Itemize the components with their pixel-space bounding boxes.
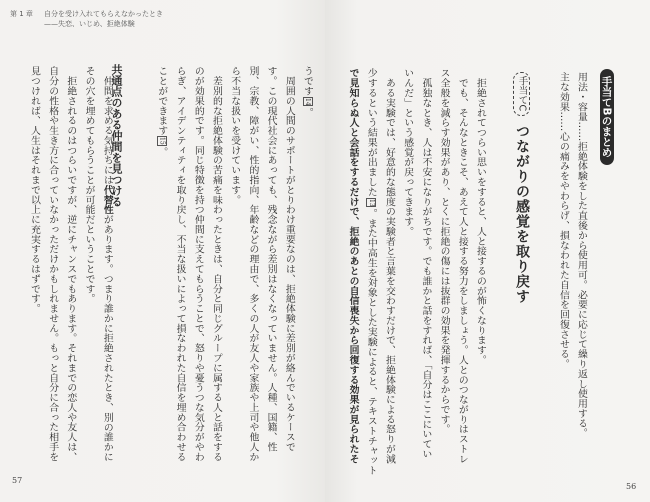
text-segment: 見つければ、人生はそれまで以上に充実するはずです。 bbox=[28, 66, 40, 314]
text-column bbox=[380, 68, 398, 478]
text-column bbox=[434, 68, 452, 478]
page-number-right: 56 bbox=[626, 482, 637, 491]
text-segment: 自分の性格や生き方に合っていなかっただけかもしれません。もっと自分に合った相手を bbox=[47, 66, 59, 462]
text-segment: ら不当な扱いを受けています。 bbox=[229, 66, 241, 205]
text-segment: 。 bbox=[156, 146, 168, 157]
text-column bbox=[207, 66, 225, 476]
chapter-title: 自分を受け入れてもらえなかったとき bbox=[44, 10, 163, 18]
section-title: つながりの感覚を取り戻す bbox=[514, 124, 530, 304]
text-segment: 。 bbox=[302, 107, 313, 118]
text-column bbox=[225, 66, 243, 476]
footnote-marker: 15 bbox=[158, 137, 166, 145]
text-segment: 。また中高生を対象とした実験によると、テキストチャット bbox=[365, 208, 377, 476]
section-tab: 手当てC bbox=[513, 72, 530, 116]
text-segment: でも、そんなときこそ、あえて人と接する努力をしましょう。人とのつながりはストレ bbox=[456, 68, 468, 464]
text-segment: 別、宗教、障がい、性的指向、年齢などの理由で、多くの人が友人や家族や上司や他人か bbox=[247, 66, 259, 462]
text-column bbox=[298, 66, 316, 476]
chapter-number: 第 1 章 bbox=[10, 10, 33, 18]
summary-badge: 手当てBのまとめ bbox=[600, 69, 614, 165]
text-column bbox=[343, 68, 361, 478]
text-column bbox=[453, 68, 471, 478]
subsection-heading: 共通点のある仲間を見つける bbox=[110, 64, 123, 207]
text-segment: らぎ、アイデンティティを取り戻し、不当な扱いによって損なわれた自信を埋め合わせる bbox=[174, 66, 186, 462]
running-head bbox=[10, 9, 163, 29]
text-segment: その穴を埋めてもらうことが可能だということです。 bbox=[83, 66, 95, 304]
text-column bbox=[170, 66, 188, 476]
summary-usage bbox=[572, 72, 590, 438]
text-segment: ある実験では、好意的な態度の実験者と言葉を交わすだけで、拒絶体験による怒りが減 bbox=[383, 68, 395, 464]
text-segment: 少するという結果が出ました bbox=[365, 68, 377, 197]
text-column bbox=[471, 68, 489, 478]
text-segment: 孤独なとき、人は不安になりがちです。でも誰かと話をすれば、「自分はここにいてい bbox=[420, 68, 432, 459]
text-segment: 拒絶されてつらい思いをすると、人と接するのが怖くなります。 bbox=[475, 68, 486, 365]
text-column bbox=[134, 66, 152, 476]
summary-text: 心の痛みをやわらげ、損なわれた自信を回復させる。 bbox=[558, 131, 569, 369]
summary-effect bbox=[554, 72, 572, 438]
text-column bbox=[280, 66, 298, 476]
text-column bbox=[189, 66, 207, 476]
summary-label: 主な効果…… bbox=[558, 72, 569, 132]
text-column bbox=[362, 68, 380, 478]
text-segment: 周囲の人間のサポートがとりわけ重要なのは、拒絶体験に差別が絡んでいるケースで bbox=[283, 66, 295, 452]
right-body-text bbox=[343, 68, 489, 478]
text-segment: いんだ」という感覚が戻ってきます。 bbox=[402, 68, 414, 237]
text-segment: 拒絶されるのはつらいですが、逆にチャンスでもあります。それまでの恋人や友人は、 bbox=[65, 66, 77, 462]
text-column bbox=[25, 66, 43, 476]
text-column bbox=[152, 66, 170, 476]
text-segment: ス全般を減らす効果があり、とくに拒絶の傷には抜群の効果を発揮するからです。 bbox=[438, 68, 450, 434]
text-column bbox=[398, 68, 416, 478]
summary-text: 拒絶体験をした直後から使用可。必要に応じて繰り返し使用する。 bbox=[576, 141, 587, 438]
text-segment bbox=[138, 66, 149, 76]
text-segment: す。この現代社会にあっても、残念ながら差別はなくなっていません。人種、国籍、性 bbox=[265, 66, 277, 452]
page-number-left: 57 bbox=[12, 476, 23, 485]
text-segment: ことができます bbox=[156, 66, 168, 136]
text-segment: うです bbox=[302, 66, 313, 96]
text-column bbox=[243, 66, 261, 476]
text-segment: 仲間を求める気持ちには bbox=[101, 66, 113, 185]
left-body-text bbox=[25, 66, 316, 476]
summary-box bbox=[554, 72, 590, 438]
emphasis-text: 代替性 bbox=[101, 184, 113, 215]
summary-label: 用法・容量…… bbox=[576, 72, 587, 142]
text-column bbox=[79, 66, 97, 476]
chapter-subtitle: ——失恋、いじめ、拒絶体験 bbox=[44, 20, 135, 28]
text-column bbox=[416, 68, 434, 478]
footnote-marker: 14 bbox=[304, 97, 311, 106]
text-segment: があります。つまり誰かに拒絶されたとき、別の誰かに bbox=[101, 214, 113, 462]
text-segment: のが効果的です。同じ特徴を持つ仲間に支えてもらうことで、怒りや憂うつな気分がやわ bbox=[192, 66, 204, 462]
text-column bbox=[261, 66, 279, 476]
emphasis-text: で見知らぬ人と会話をするだけで、拒絶のあとの自信喪失から回復する効果が見られたそ bbox=[347, 68, 359, 464]
text-segment: 差別的な拒絶体験の苦痛を味わったときは、自分と同じグループに属する人と話をする bbox=[210, 66, 222, 462]
text-column bbox=[43, 66, 61, 476]
text-column bbox=[61, 66, 79, 476]
footnote-marker: 13 bbox=[367, 198, 375, 207]
